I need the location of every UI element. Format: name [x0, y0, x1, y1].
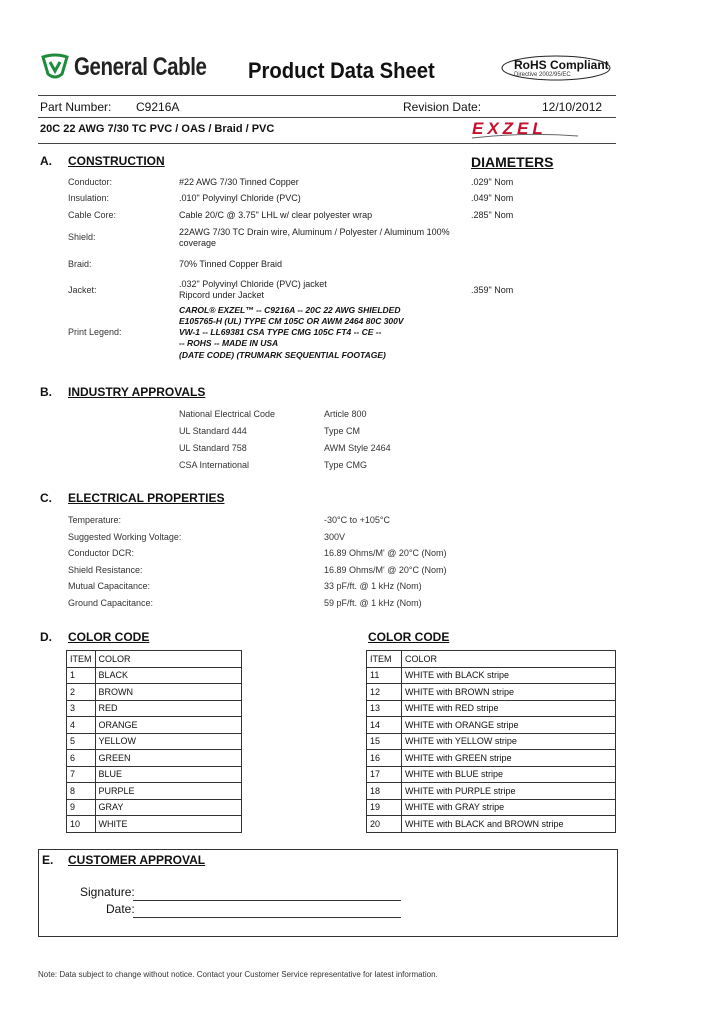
product-description: 20C 22 AWG 7/30 TC PVC / OAS / Braid / PVC — [40, 123, 275, 135]
approval-value: AWM Style 2464 — [324, 443, 391, 453]
rohs-directive: Directive 2002/95/EC — [514, 72, 571, 78]
table-row — [67, 733, 242, 750]
table-row — [67, 684, 242, 701]
table-row — [67, 816, 242, 833]
braid-value: 70% Tinned Copper Braid — [179, 259, 283, 269]
jacket-label: Jacket: — [68, 285, 97, 295]
column-header: COLOR — [95, 651, 242, 668]
table-row — [67, 717, 242, 734]
electrical-value: 300V — [324, 532, 346, 542]
table-row — [367, 667, 616, 684]
item-cell: 8 — [67, 783, 96, 800]
table-row — [367, 684, 616, 701]
color-code-title-right: COLOR CODE — [368, 630, 450, 644]
approval-value: Article 800 — [324, 409, 367, 419]
signature-line[interactable] — [133, 900, 401, 901]
color-cell: WHITE — [95, 816, 242, 833]
color-cell: BLACK — [95, 667, 242, 684]
table-header-row — [67, 651, 242, 668]
color-cell: WHITE with GRAY stripe — [402, 799, 616, 816]
electrical-value: 16.89 Ohms/M' @ 20°C (Nom) — [324, 565, 447, 575]
braid-label: Braid: — [68, 259, 92, 269]
table-row — [367, 750, 616, 767]
item-cell: 15 — [367, 733, 402, 750]
table-row — [67, 667, 242, 684]
approval-name: UL Standard 758 — [179, 443, 247, 453]
conductor-diameter: .029" Nom — [471, 177, 514, 187]
color-cell: ORANGE — [95, 717, 242, 734]
section-a-letter: A. — [40, 154, 52, 168]
color-cell: WHITE with PURPLE stripe — [402, 783, 616, 800]
color-code-table-left — [66, 650, 242, 833]
color-code-title-left: COLOR CODE — [68, 630, 150, 644]
approval-value: Type CMG — [324, 460, 368, 470]
cable-core-diameter: .285" Nom — [471, 210, 514, 220]
insulation-label: Insulation: — [68, 193, 110, 203]
insulation-diameter: .049" Nom — [471, 193, 514, 203]
color-cell: RED — [95, 700, 242, 717]
approvals-title: INDUSTRY APPROVALS — [68, 385, 206, 399]
table-row — [367, 717, 616, 734]
rohs-badge — [500, 54, 612, 82]
color-cell: WHITE with RED stripe — [402, 700, 616, 717]
color-code-table-right — [366, 650, 616, 833]
color-cell: YELLOW — [95, 733, 242, 750]
table-row — [67, 766, 242, 783]
cable-core-label: Cable Core: — [68, 210, 117, 220]
electrical-label: Mutual Capacitance: — [68, 581, 151, 591]
color-cell: WHITE with BLACK stripe — [402, 667, 616, 684]
conductor-value: #22 AWG 7/30 Tinned Copper — [179, 177, 299, 187]
date-line[interactable] — [133, 917, 401, 918]
color-cell: WHITE with BLACK and BROWN stripe — [402, 816, 616, 833]
electrical-value: 59 pF/ft. @ 1 kHz (Nom) — [324, 598, 422, 608]
table-row — [367, 733, 616, 750]
section-e-letter: E. — [42, 853, 54, 867]
jacket-diameter: .359" Nom — [471, 285, 514, 295]
insulation-value: .010" Polyvinyl Chloride (PVC) — [179, 193, 301, 203]
color-cell: BLUE — [95, 766, 242, 783]
color-cell: GREEN — [95, 750, 242, 767]
electrical-label: Suggested Working Voltage: — [68, 532, 182, 542]
item-cell: 18 — [367, 783, 402, 800]
table-row — [67, 783, 242, 800]
section-b-letter: B. — [40, 385, 52, 399]
item-cell: 13 — [367, 700, 402, 717]
table-header-row — [367, 651, 616, 668]
part-number: C9216A — [136, 100, 180, 114]
print-legend-line: E105765-H (UL) TYPE CM 105C OR AWM 2464 80C 300V — [179, 316, 404, 326]
shield-value: 22AWG 7/30 TC Drain wire, Aluminum / Polyester / Aluminum 100% coverage — [179, 227, 450, 248]
exzel-swoosh-icon — [470, 118, 580, 142]
table-row — [367, 816, 616, 833]
color-cell: PURPLE — [95, 783, 242, 800]
revision-date: 12/10/2012 — [542, 100, 603, 114]
diameters-title: DIAMETERS — [471, 154, 554, 170]
company-logo — [40, 50, 236, 84]
approval-value: Type CM — [324, 426, 361, 436]
electrical-label: Temperature: — [68, 515, 122, 525]
signature-label: Signature: — [80, 885, 135, 899]
column-header: ITEM — [367, 651, 402, 668]
color-cell: GRAY — [95, 799, 242, 816]
exzel-brand-text: EXZEL — [472, 119, 547, 138]
column-header: COLOR — [402, 651, 616, 668]
section-c-letter: C. — [40, 491, 52, 505]
print-legend-line: VW-1 -- LL69381 CSA TYPE CMG 105C FT4 -- CE -- — [179, 327, 382, 337]
item-cell: 5 — [67, 733, 96, 750]
item-cell: 14 — [367, 717, 402, 734]
shield-label: Shield: — [68, 232, 96, 242]
conductor-label: Conductor: — [68, 177, 113, 187]
item-cell: 4 — [67, 717, 96, 734]
item-cell: 6 — [67, 750, 96, 767]
general-cable-logo-icon — [40, 52, 70, 82]
table-row — [367, 783, 616, 800]
item-cell: 1 — [67, 667, 96, 684]
color-cell: WHITE with BLUE stripe — [402, 766, 616, 783]
table-row — [367, 766, 616, 783]
color-cell: WHITE with BROWN stripe — [402, 684, 616, 701]
item-cell: 10 — [67, 816, 96, 833]
electrical-value: 16.89 Ohms/M' @ 20°C (Nom) — [324, 548, 447, 558]
electrical-value: 33 pF/ft. @ 1 kHz (Nom) — [324, 581, 422, 591]
print-legend-line: (DATE CODE) (TRUMARK SEQUENTIAL FOOTAGE) — [179, 350, 386, 360]
company-name: General Cable — [74, 52, 207, 81]
electrical-title: ELECTRICAL PROPERTIES — [68, 491, 225, 505]
jacket-ripcord: Ripcord under Jacket — [179, 290, 265, 300]
item-cell: 7 — [67, 766, 96, 783]
cable-core-value: Cable 20/C @ 3.75" LHL w/ clear polyester wrap — [179, 210, 373, 220]
table-row — [67, 700, 242, 717]
table-row — [67, 799, 242, 816]
print-legend-label: Print Legend: — [68, 327, 122, 337]
footer-note: Note: Data subject to change without notice. Contact your Customer Service representative for latest information. — [38, 970, 438, 979]
electrical-value: -30°C to +105°C — [324, 515, 390, 525]
customer-approval-title: CUSTOMER APPROVAL — [68, 853, 206, 867]
item-cell: 2 — [67, 684, 96, 701]
date-label: Date: — [106, 902, 135, 916]
color-cell: WHITE with ORANGE stripe — [402, 717, 616, 734]
color-cell: WHITE with GREEN stripe — [402, 750, 616, 767]
item-cell: 11 — [367, 667, 402, 684]
column-header: ITEM — [67, 651, 96, 668]
approval-name: UL Standard 444 — [179, 426, 247, 436]
table-row — [367, 799, 616, 816]
table-row — [367, 700, 616, 717]
color-cell: BROWN — [95, 684, 242, 701]
color-cell: WHITE with YELLOW stripe — [402, 733, 616, 750]
exzel-brand-logo — [470, 118, 580, 142]
item-cell: 12 — [367, 684, 402, 701]
jacket-value: .032" Polyvinyl Chloride (PVC) jacket — [179, 279, 327, 289]
electrical-label: Ground Capacitance: — [68, 598, 154, 608]
item-cell: 9 — [67, 799, 96, 816]
construction-title: CONSTRUCTION — [68, 154, 165, 168]
print-legend-line: -- ROHS -- MADE IN USA — [179, 338, 279, 348]
item-cell: 20 — [367, 816, 402, 833]
item-cell: 16 — [367, 750, 402, 767]
page-title: Product Data Sheet — [248, 58, 435, 83]
item-cell: 19 — [367, 799, 402, 816]
item-cell: 17 — [367, 766, 402, 783]
item-cell: 3 — [67, 700, 96, 717]
approval-name: National Electrical Code — [179, 409, 276, 419]
electrical-label: Conductor DCR: — [68, 548, 135, 558]
electrical-label: Shield Resistance: — [68, 565, 143, 575]
part-number-label: Part Number: — [40, 100, 112, 114]
revision-label: Revision Date: — [403, 100, 482, 114]
print-legend-line: CAROL® EXZEL™ -- C9216A -- 20C 22 AWG SHIELDED — [179, 305, 401, 315]
table-row — [67, 750, 242, 767]
approval-name: CSA International — [179, 460, 250, 470]
rohs-label: RoHS Compliant — [514, 58, 609, 72]
section-d-letter: D. — [40, 630, 52, 644]
